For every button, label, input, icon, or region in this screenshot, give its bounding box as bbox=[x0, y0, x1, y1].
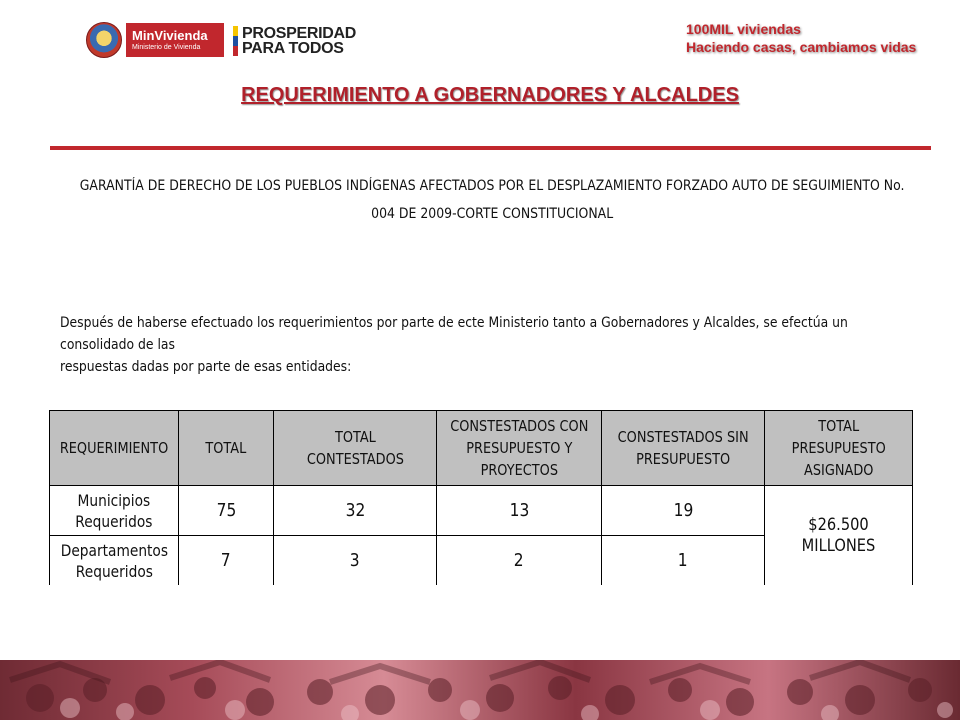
cell-contestados bbox=[274, 536, 437, 586]
row-label-l2: Requeridos bbox=[75, 511, 153, 531]
header-con-presupuesto-l2: PRESUPUESTO Y bbox=[465, 439, 573, 457]
cell-con-presupuesto-value: 2 bbox=[514, 550, 524, 571]
row-label-l1: Municipios bbox=[77, 490, 151, 510]
cell-sin-presupuesto bbox=[602, 486, 765, 536]
header-con-presupuesto-l1: CONSTESTADOS CON bbox=[449, 417, 589, 435]
minvivienda-logo bbox=[86, 22, 226, 58]
prosperidad-line2: PARA TODOS bbox=[242, 40, 344, 57]
page-title: REQUERIMIENTO A GOBERNADORES Y ALCALDES bbox=[241, 84, 739, 106]
table-row bbox=[50, 486, 913, 536]
header-sin-presupuesto bbox=[602, 411, 765, 486]
table-header-row bbox=[50, 411, 913, 486]
cell-total-value: 7 bbox=[221, 550, 231, 571]
header-total-presupuesto-l1: TOTAL bbox=[818, 417, 859, 435]
row-label bbox=[50, 536, 179, 586]
cell-total-value: 75 bbox=[216, 500, 236, 521]
cell-total-presupuesto-value: $26.500 MILLONES bbox=[801, 514, 876, 556]
slogan bbox=[686, 20, 916, 56]
minvivienda-subtitle: Ministerio de Vivienda bbox=[132, 43, 201, 51]
colombia-crest-icon bbox=[86, 22, 122, 58]
cell-sin-presupuesto-value: 19 bbox=[673, 500, 693, 521]
header-total bbox=[179, 411, 274, 486]
header-con-presupuesto-l3: PROYECTOS bbox=[480, 461, 558, 479]
section-heading-line2: 004 DE 2009-CORTE CONSTITUCIONAL bbox=[371, 206, 614, 222]
minvivienda-badge bbox=[126, 23, 224, 57]
cell-contestados-value: 32 bbox=[345, 500, 365, 521]
section-heading-line1: GARANTÍA DE DERECHO DE LOS PUEBLOS INDÍGENAS AFECTADOS POR EL DESPLAZAMIENTO FORZADO AUTO DE SEGUIMIENTO No. bbox=[79, 178, 905, 194]
header-total-presupuesto-l2: PRESUPUESTO bbox=[791, 439, 886, 457]
section-heading bbox=[60, 172, 924, 228]
intro-paragraph bbox=[60, 312, 915, 378]
cell-con-presupuesto bbox=[437, 486, 602, 536]
header-total-contestados-l1: TOTAL bbox=[334, 428, 376, 446]
header-total-contestados-l2: CONTESTADOS bbox=[306, 450, 404, 468]
cell-con-presupuesto bbox=[437, 536, 602, 586]
row-label-l1: Departamentos bbox=[60, 540, 168, 560]
header-total-presupuesto bbox=[765, 411, 913, 486]
header-sin-presupuesto-l1: CONSTESTADOS SIN bbox=[617, 428, 749, 446]
requirements-table bbox=[49, 410, 913, 585]
slogan-line1: 100MIL viviendas bbox=[686, 21, 801, 37]
intro-paragraph-line2: respuestas dadas por parte de esas entidades: bbox=[60, 359, 352, 375]
cell-sin-presupuesto-value: 1 bbox=[678, 550, 688, 571]
row-label bbox=[50, 486, 179, 536]
prosperidad-logo bbox=[233, 24, 356, 58]
cell-total bbox=[179, 486, 274, 536]
cell-contestados-value: 3 bbox=[350, 550, 360, 571]
cell-sin-presupuesto bbox=[602, 536, 765, 586]
header-total-contestados bbox=[274, 411, 437, 486]
crowd-silhouettes-icon bbox=[0, 660, 960, 720]
prosperidad-line1: PROSPERIDAD bbox=[242, 25, 357, 42]
intro-paragraph-line1: Después de haberse efectuado los requerimientos por parte de ecte Ministerio tanto a Gobernadores y Alcaldes, se efectúa un consolidado de las bbox=[60, 315, 848, 353]
header-total-presupuesto-l3: ASIGNADO bbox=[803, 461, 874, 479]
row-label-l2: Requeridos bbox=[75, 561, 153, 581]
slogan-line2: Haciendo casas, cambiamos vidas bbox=[686, 39, 917, 55]
title-divider bbox=[50, 146, 931, 150]
header-requerimiento bbox=[50, 411, 179, 486]
header-sin-presupuesto-l2: PRESUPUESTO bbox=[635, 450, 731, 468]
colombia-flag-icon bbox=[233, 26, 238, 56]
minvivienda-name: MinVivienda bbox=[132, 27, 208, 43]
header-con-presupuesto bbox=[437, 411, 602, 486]
header-requerimiento-text: REQUERIMIENTO bbox=[59, 439, 169, 457]
cell-contestados bbox=[274, 486, 437, 536]
crowd-photo-banner bbox=[0, 660, 960, 720]
cell-total-presupuesto bbox=[765, 486, 913, 586]
header-total-text: TOTAL bbox=[205, 439, 247, 457]
cell-con-presupuesto-value: 13 bbox=[509, 500, 529, 521]
cell-total bbox=[179, 536, 274, 586]
